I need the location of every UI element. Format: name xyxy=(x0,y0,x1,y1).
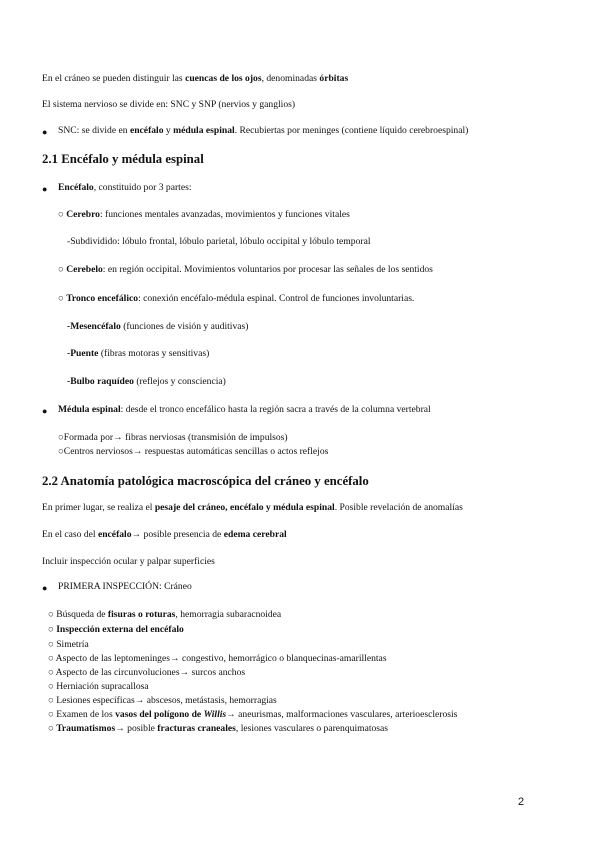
circle-bullet-icon: ○ xyxy=(58,432,64,443)
item-tronco-encefalico: ○ Tronco encefálico: conexión encéfalo-médula espinal. Control de funciones involuntarias. xyxy=(58,293,415,304)
circle-bullet-icon: ○ xyxy=(48,681,54,692)
item-centros-nerviosos: ○Centros nerviosos→ respuestas automáticas sencillas o actos reflejos xyxy=(58,446,329,457)
section-heading-2-2: 2.2 Anatomía patológica macroscópica del cráneo y encéfalo xyxy=(42,474,369,488)
bullet-icon: ● xyxy=(42,406,48,416)
bullet-encefalo: Encéfalo, constituido por 3 partes: xyxy=(58,182,192,193)
page-number: 2 xyxy=(518,796,525,808)
item-cerebelo: ○ Cerebelo: en región occipital. Movimientos voluntarios por procesar las señales de los sentidos xyxy=(58,264,433,275)
item-inspeccion-externa: ○ Inspección externa del encéfalo xyxy=(48,624,184,635)
item-busqueda-fisuras: ○ Búsqueda de fisuras o roturas, hemorragia subaracnoidea xyxy=(48,609,282,620)
circle-bullet-icon: ○ xyxy=(48,723,54,734)
bullet-primera-inspeccion: PRIMERA INSPECCIÓN: Cráneo xyxy=(58,581,192,592)
item-traumatismos: ○ Traumatismos→ posible fracturas craneales, lesiones vasculares o parenquimatosas xyxy=(48,723,389,734)
circle-bullet-icon: ○ xyxy=(58,264,64,275)
item-herniacion: ○ Herniación supracallosa xyxy=(48,681,149,692)
item-bulbo-raquideo: -Bulbo raquídeo (reflejos y consciencia) xyxy=(67,376,226,387)
item-mesencefalo: -Mesencéfalo (funciones de visión y auditivas) xyxy=(67,321,249,332)
bullet-snc: SNC: se divide en encéfalo y médula espinal. Recubiertas por meninges (contiene líquido cerebroespinal) xyxy=(58,125,469,136)
item-puente: -Puente (fibras motoras y sensitivas) xyxy=(67,348,210,359)
paragraph-pesaje: En primer lugar, se realiza el pesaje del cráneo, encéfalo y médula espinal. Posible revelación de anomalías xyxy=(42,502,463,513)
bullet-icon: ● xyxy=(42,127,48,137)
paragraph-orbitas: En el cráneo se pueden distinguir las cuencas de los ojos, denominadas órbitas xyxy=(42,73,349,84)
paragraph-inspeccion-ocular: Incluir inspección ocular y palpar superficies xyxy=(42,556,215,567)
circle-bullet-icon: ○ xyxy=(48,653,54,664)
circle-bullet-icon: ○ xyxy=(48,695,54,706)
circle-bullet-icon: ○ xyxy=(58,209,64,220)
circle-bullet-icon: ○ xyxy=(48,624,54,635)
section-heading-2-1: 2.1 Encéfalo y médula espinal xyxy=(42,152,204,166)
item-lesiones: ○ Lesiones específicas→ abscesos, metástasis, hemorragias xyxy=(48,695,277,706)
circle-bullet-icon: ○ xyxy=(48,609,54,620)
bullet-medula-espinal: Médula espinal: desde el tronco encefálico hasta la región sacra a través de la columna vertebral xyxy=(58,404,431,415)
bullet-icon: ● xyxy=(42,583,48,593)
item-formada-por: ○Formada por→ fibras nerviosas (transmisión de impulsos) xyxy=(58,432,288,443)
item-leptomeninges: ○ Aspecto de las leptomeninges→ congestivo, hemorrágico o blanquecinas-amarillentas xyxy=(48,653,387,664)
item-cerebro: ○ Cerebro: funciones mentales avanzadas, movimientos y funciones vitales xyxy=(58,209,350,220)
circle-bullet-icon: ○ xyxy=(48,709,54,720)
item-subdividido: -Subdividido: lóbulo frontal, lóbulo parietal, lóbulo occipital y lóbulo temporal xyxy=(67,236,371,247)
circle-bullet-icon: ○ xyxy=(48,667,54,678)
item-circunvoluciones: ○ Aspecto de las circunvoluciones→ surcos anchos xyxy=(48,667,246,678)
circle-bullet-icon: ○ xyxy=(48,639,54,650)
circle-bullet-icon: ○ xyxy=(58,446,64,457)
paragraph-sistema-nervioso: El sistema nervioso se divide en: SNC y SNP (nervios y ganglios) xyxy=(42,99,296,110)
item-simetria: ○ Simetría xyxy=(48,639,89,650)
item-poligono-willis: ○ Examen de los vasos del polígono de Willis→ aneurismas, malformaciones vasculares, arterioesclerosis xyxy=(48,709,458,720)
circle-bullet-icon: ○ xyxy=(58,293,64,304)
bullet-icon: ● xyxy=(42,184,48,194)
paragraph-edema: En el caso del encéfalo→ posible presencia de edema cerebral xyxy=(42,529,287,540)
